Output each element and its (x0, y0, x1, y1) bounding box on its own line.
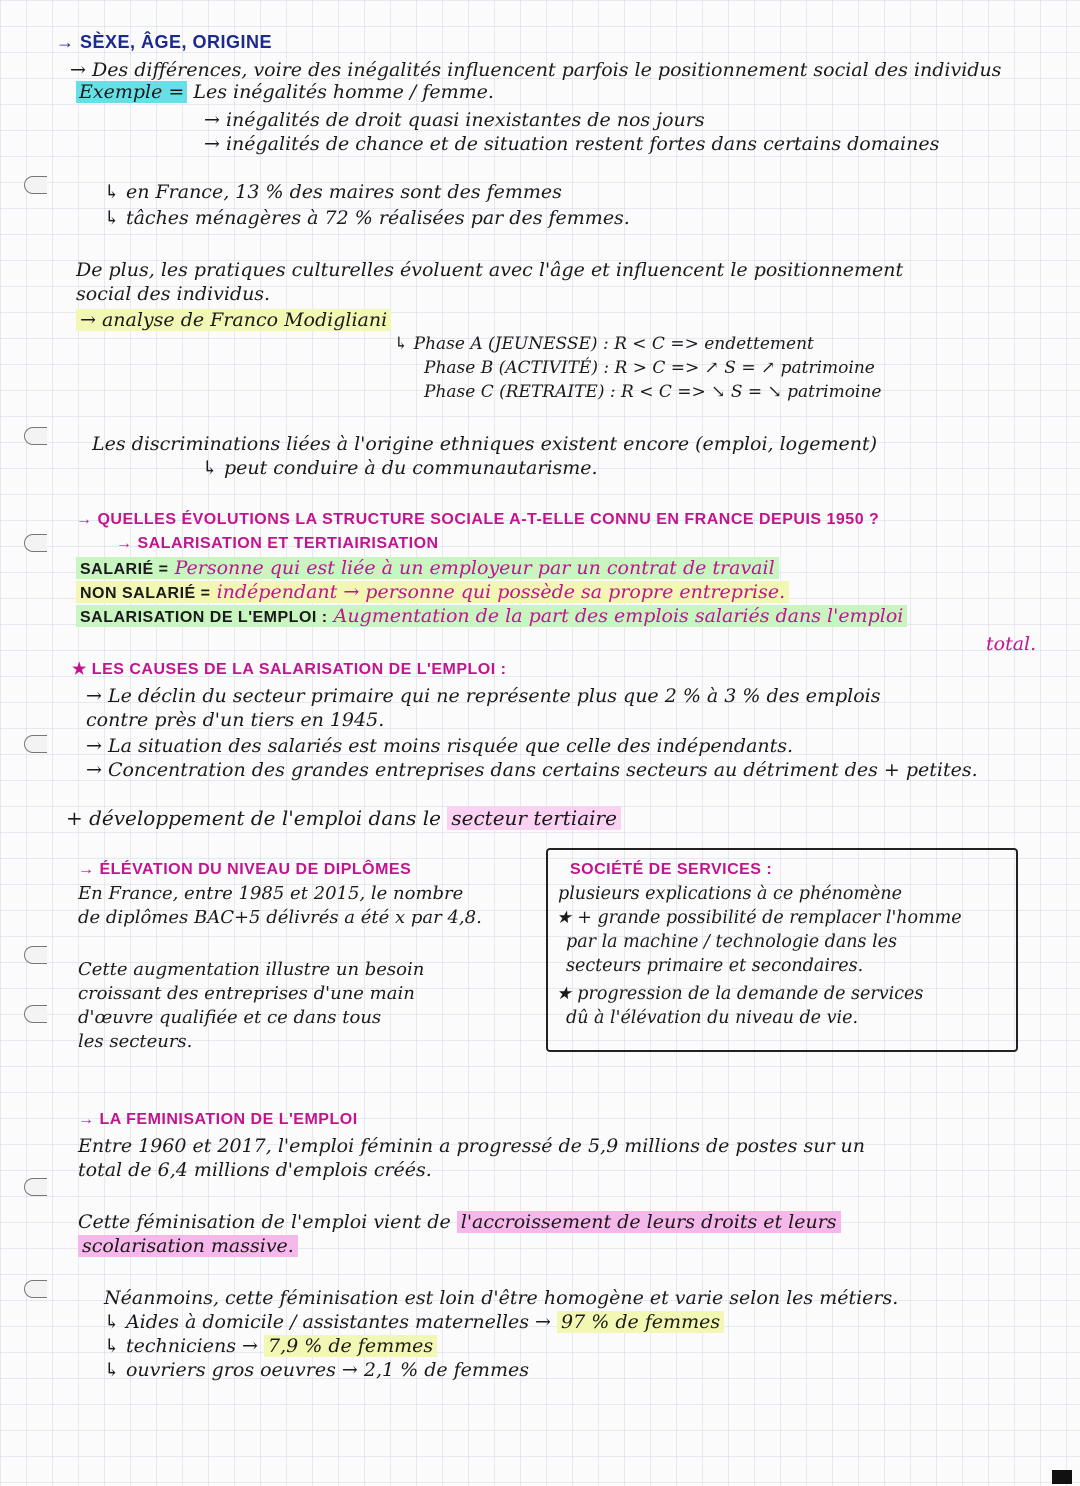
note-line: croissant des entreprises d'une main (78, 983, 415, 1004)
note-line (78, 1234, 298, 1258)
binder-hole (24, 735, 47, 753)
stat-line: ↳ techniciens → 7,9 % de femmes (104, 1334, 437, 1358)
binder-hole (24, 1178, 47, 1196)
binder-hole (24, 946, 47, 964)
phase-c-line: Phase C (RETRAITE) : R < C => ↘ S = ↘ patrimoine (424, 382, 882, 402)
note-line (76, 308, 391, 332)
feminisation-highlight: l'accroissement de leurs droits et leurs (457, 1211, 841, 1233)
tertiaire-line: + développement de l'emploi dans le secteur tertiaire (66, 806, 621, 830)
section-title-sexe-age-origine: → SÈXE, ÂGE, ORIGINE (56, 32, 273, 52)
note-line: Néanmoins, cette féminisation est loin d'être homogène et varie selon les métiers. (104, 1287, 899, 1309)
cause-line: → Le déclin du secteur primaire qui ne représente plus que 2 % à 3 % des emplois (86, 685, 881, 707)
box-line: dû à l'élévation du niveau de vie. (566, 1008, 859, 1028)
definition-term: NON SALARIÉ = (80, 585, 211, 602)
note-line: Entre 1960 et 2017, l'emploi féminin a progressé de 5,9 millions de postes sur un (78, 1135, 866, 1157)
definition-text: Augmentation de la part des emplois salariés dans l'emploi (333, 605, 904, 627)
box-title: SOCIÉTÉ DE SERVICES : (570, 861, 773, 878)
bullet-line: → inégalités de chance et de situation restent fortes dans certains domaines (204, 133, 940, 155)
section-title-feminisation: → LA FEMINISATION DE L'EMPLOI (78, 1111, 358, 1128)
box-line: secteurs primaire et secondaires. (566, 956, 864, 976)
box-line: ★ + grande possibilité de remplacer l'homme (556, 908, 962, 928)
note-line: d'œuvre qualifiée et ce dans tous (78, 1007, 382, 1028)
corner-mark (1052, 1470, 1072, 1484)
cause-line: contre près d'un tiers en 1945. (86, 709, 385, 731)
box-line: par la machine / technologie dans les (566, 932, 898, 952)
note-line: de diplômes BAC+5 délivrés a été x par 4,8. (78, 907, 482, 928)
subsection-title-salarisation: → SALARISATION ET TERTIAIRISATION (116, 535, 439, 552)
note-line: Cette augmentation illustre un besoin (78, 959, 425, 980)
box-line: plusieurs explications à ce phénomène (558, 884, 902, 904)
definition-line (76, 604, 907, 630)
box-line: ★ progression de la demande de services (556, 984, 924, 1004)
definition-line (76, 556, 779, 582)
stat-line: ↳ ouvriers gros oeuvres → 2,1 % de femmes (104, 1359, 529, 1381)
stat-line: ↳ Aides à domicile / assistantes maternelles → 97 % de femmes (104, 1310, 724, 1334)
definition-text: indépendant → personne qui possède sa propre entreprise. (216, 581, 786, 603)
example-text: Les inégalités homme / femme. (193, 81, 494, 103)
phase-a-line: ↳ Phase A (JEUNESSE) : R < C => endettement (394, 334, 814, 354)
note-line: social des individus. (76, 283, 271, 305)
stat-highlight: 7,9 % de femmes (264, 1335, 437, 1357)
note-line: les secteurs. (78, 1031, 193, 1052)
binder-hole (24, 534, 47, 552)
example-label: Exemple = (76, 81, 187, 103)
feminisation-highlight: scolarisation massive. (78, 1235, 298, 1257)
note-line: Cette féminisation de l'emploi vient de l'accroissement de leurs droits et leurs (78, 1210, 841, 1234)
note-line (76, 80, 494, 104)
note-line: Les discriminations liées à l'origine ethniques existent encore (emploi, logement) (92, 433, 878, 455)
stat-highlight: 97 % de femmes (557, 1311, 724, 1333)
binder-hole (24, 427, 47, 445)
tertiaire-highlight: secteur tertiaire (447, 806, 621, 830)
phase-b-line: Phase B (ACTIVITÉ) : R > C => ↗ S = ↗ patrimoine (424, 358, 875, 378)
sub-bullet-line: ↳ peut conduire à du communautarisme. (202, 457, 598, 479)
bullet-line: → inégalités de droit quasi inexistantes de nos jours (204, 109, 705, 131)
note-line: total de 6,4 millions d'emplois créés. (78, 1159, 432, 1181)
section-title-diplomes: → ÉLÉVATION DU NIVEAU DE DIPLÔMES (78, 861, 412, 878)
definition-text-end: total. (986, 633, 1037, 655)
sub-bullet-line: ↳ tâches ménagères à 72 % réalisées par des femmes. (104, 207, 630, 229)
note-line: En France, entre 1985 et 2015, le nombre (78, 883, 464, 904)
definition-text: Personne qui est liée à un employeur par un contrat de travail (174, 557, 775, 579)
definition-term: SALARISATION DE L'EMPLOI : (80, 609, 328, 626)
modigliani-label: → analyse de Franco Modigliani (76, 309, 391, 331)
binder-hole (24, 1280, 47, 1298)
cause-line: → La situation des salariés est moins risquée que celle des indépendants. (86, 735, 794, 757)
binder-hole (24, 176, 47, 194)
note-line: → Des différences, voire des inégalités influencent parfois le positionnement social des individus (70, 59, 1002, 81)
definition-term: SALARIÉ = (80, 561, 169, 578)
causes-title: ★ LES CAUSES DE LA SALARISATION DE L'EMPLOI : (72, 661, 507, 678)
definition-line (76, 580, 789, 606)
binder-hole (24, 1005, 47, 1023)
section-question-title: → QUELLES ÉVOLUTIONS LA STRUCTURE SOCIALE A-T-ELLE CONNU EN FRANCE DEPUIS 1950 ? (76, 511, 880, 528)
cause-line: → Concentration des grandes entreprises dans certains secteurs au détriment des + petites. (86, 759, 978, 781)
note-line: De plus, les pratiques culturelles évoluent avec l'âge et influencent le positionnement (76, 259, 904, 281)
sub-bullet-line: ↳ en France, 13 % des maires sont des femmes (104, 181, 562, 203)
